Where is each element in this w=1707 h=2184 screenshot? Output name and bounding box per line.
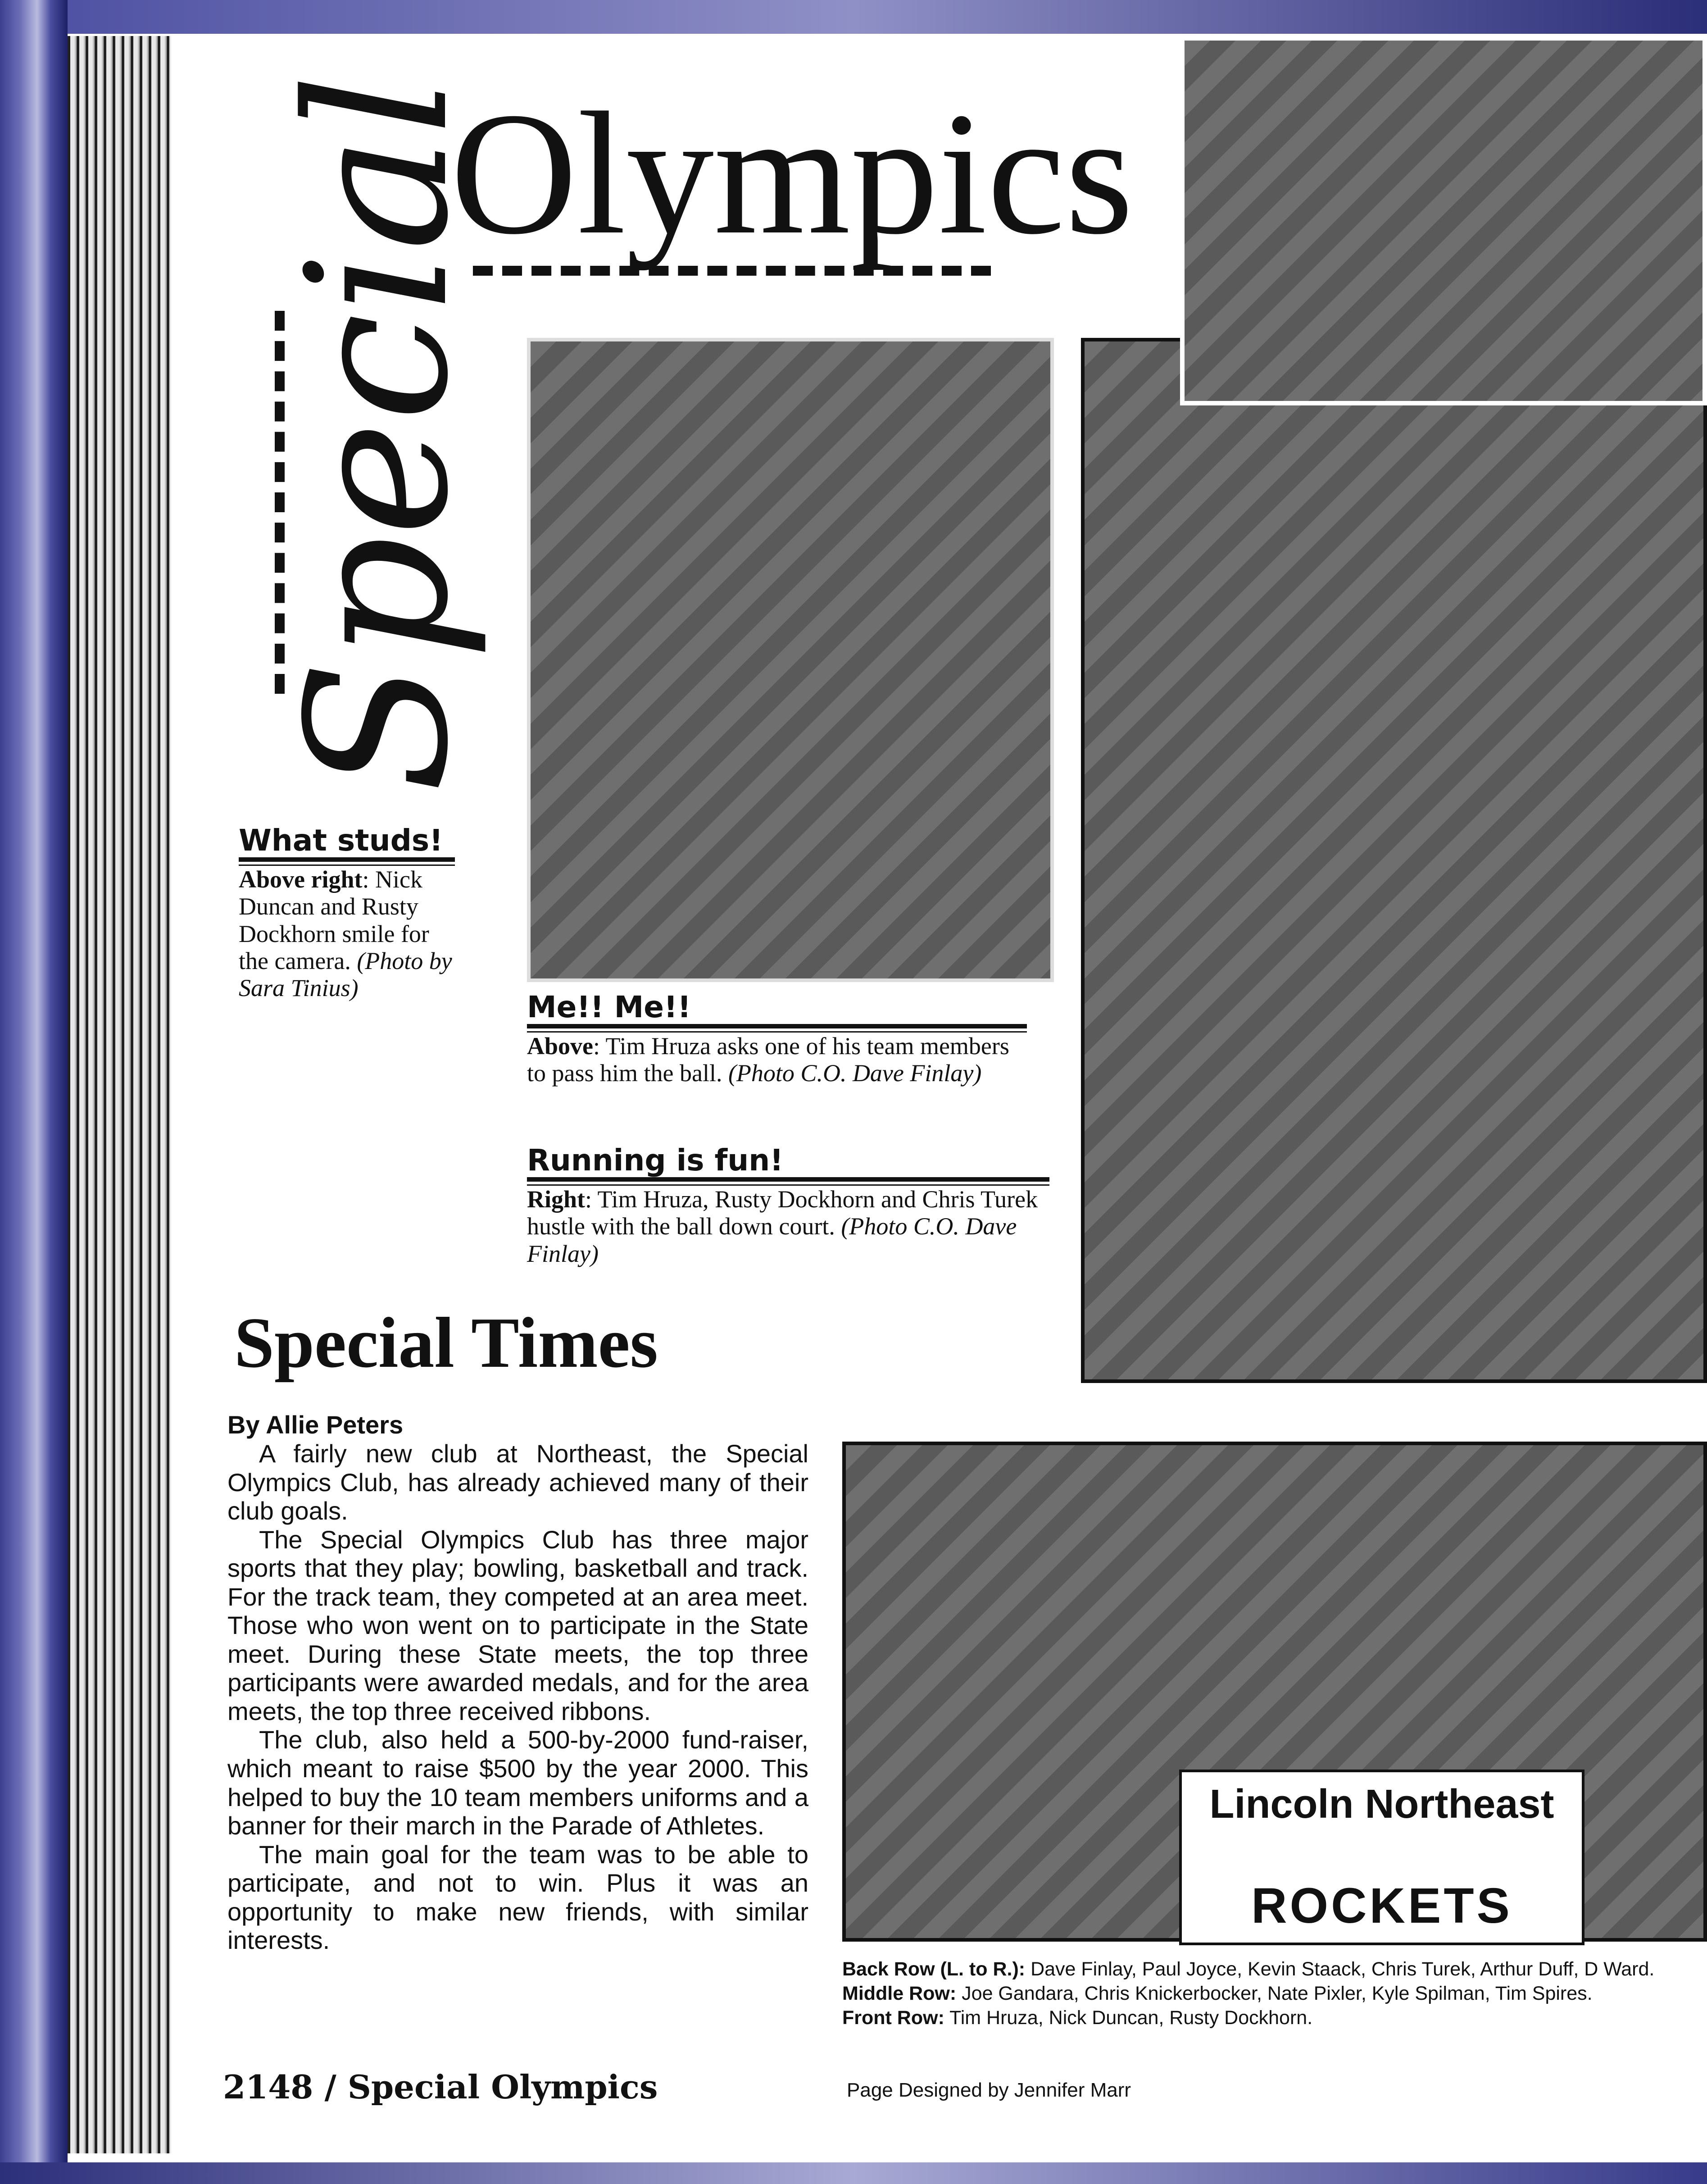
caption-studs: [239, 824, 455, 1002]
middle-row-label: Middle Row:: [842, 1982, 957, 2004]
caption-rule: [239, 857, 455, 866]
banner-line2: ROCKETS: [1251, 1878, 1512, 1934]
caption-text: : Nick Duncan and Rusty Dockhorn smile for the camera.: [239, 865, 429, 974]
photo-basketball-pass: [527, 338, 1054, 982]
title-dashed-rule-vertical: [275, 311, 285, 694]
banner-line1: Lincoln Northeast: [1209, 1782, 1554, 1827]
article-body: [227, 1439, 808, 1955]
caption-rule: [527, 1024, 1027, 1033]
caption-body: [527, 1033, 1027, 1087]
middle-row: [842, 1982, 1707, 2006]
title-special: Special: [266, 73, 491, 793]
caption-lead: Above: [527, 1032, 593, 1060]
back-row-names: Dave Finlay, Paul Joyce, Kevin Staack, Chris Turek, Arthur Duff, D Ward.: [1031, 1958, 1655, 1980]
caption-text: : Tim Hruza, Rusty Dockhorn and Chris Turek hustle with the ball down court.: [527, 1185, 1038, 1240]
caption-lead: Right: [527, 1185, 586, 1213]
front-row-names: Tim Hruza, Nick Duncan, Rusty Dockhorn.: [949, 2007, 1313, 2029]
page-left-bleed: [0, 0, 68, 2184]
page-designer-credit: Page Designed by Jennifer Marr: [847, 2079, 1131, 2101]
book-page-edges: [68, 36, 171, 2153]
photo-basketball-court: [1081, 338, 1707, 1383]
page-top-edge: [0, 0, 1707, 34]
caption-me-me: [527, 991, 1027, 1087]
caption-body: [527, 1186, 1049, 1267]
article-paragraph: The Special Olympics Club has three major sports that they play; bowling, basketball and track. For the track team, they competed at an area meet. Those who won went on to participate in the State meet. During these State meets, the top three participants were awarded medals, and for the area meets, the top three received ribbons.: [227, 1525, 808, 1725]
group-photo-caption: [842, 1957, 1707, 2030]
front-row-label: Front Row:: [842, 2007, 944, 2029]
photo-team-group: [842, 1442, 1707, 1942]
title-dashed-rule: [473, 266, 991, 276]
caption-lead: Above right: [239, 865, 363, 893]
back-row: [842, 1957, 1707, 1982]
photo-portrait-students: [1180, 36, 1707, 405]
team-banner: [1179, 1770, 1584, 1945]
front-row: [842, 2006, 1707, 2030]
caption-body: [239, 866, 455, 1002]
article-byline: By Allie Peters: [227, 1410, 404, 1439]
middle-row-names: Joe Gandara, Chris Knickerbocker, Nate Pixler, Kyle Spilman, Tim Spires.: [962, 1982, 1593, 2004]
caption-rule: [527, 1177, 1049, 1186]
article-title: Special Times: [234, 1302, 658, 1383]
caption-running: [527, 1144, 1049, 1267]
page-bottom-edge: [0, 2162, 1707, 2184]
article-paragraph: The main goal for the team was to be able to participate, and not to win. Plus it was an opportunity to make new friends, with similar interests.: [227, 1840, 808, 1955]
title-special-wrap: [266, 73, 491, 793]
back-row-label: Back Row (L. to R.):: [842, 1958, 1026, 1980]
caption-heading: Me!! Me!!: [527, 990, 691, 1024]
article-paragraph: The club, also held a 500-by-2000 fund-raiser, which meant to raise $500 by the year 2000. This helped to buy the 10 team members uniforms and a banner for their march in the Parade of Athletes.: [227, 1725, 808, 1840]
caption-credit: (Photo C.O. Dave Finlay): [527, 1213, 1017, 1267]
caption-credit: (Photo C.O. Dave Finlay): [728, 1060, 982, 1087]
caption-heading: What studs!: [239, 823, 443, 858]
title-olympics: Olympics: [450, 76, 1134, 271]
page-folio: 2148 / Special Olympics: [223, 2068, 658, 2106]
article-paragraph: A fairly new club at Northeast, the Special Olympics Club, has already achieved many of their club goals.: [227, 1439, 808, 1525]
caption-credit: (Photo by Sara Tinius): [239, 947, 452, 1002]
caption-text: : Tim Hruza asks one of his team members to pass him the ball.: [527, 1032, 1009, 1087]
caption-heading: Running is fun!: [527, 1143, 784, 1178]
